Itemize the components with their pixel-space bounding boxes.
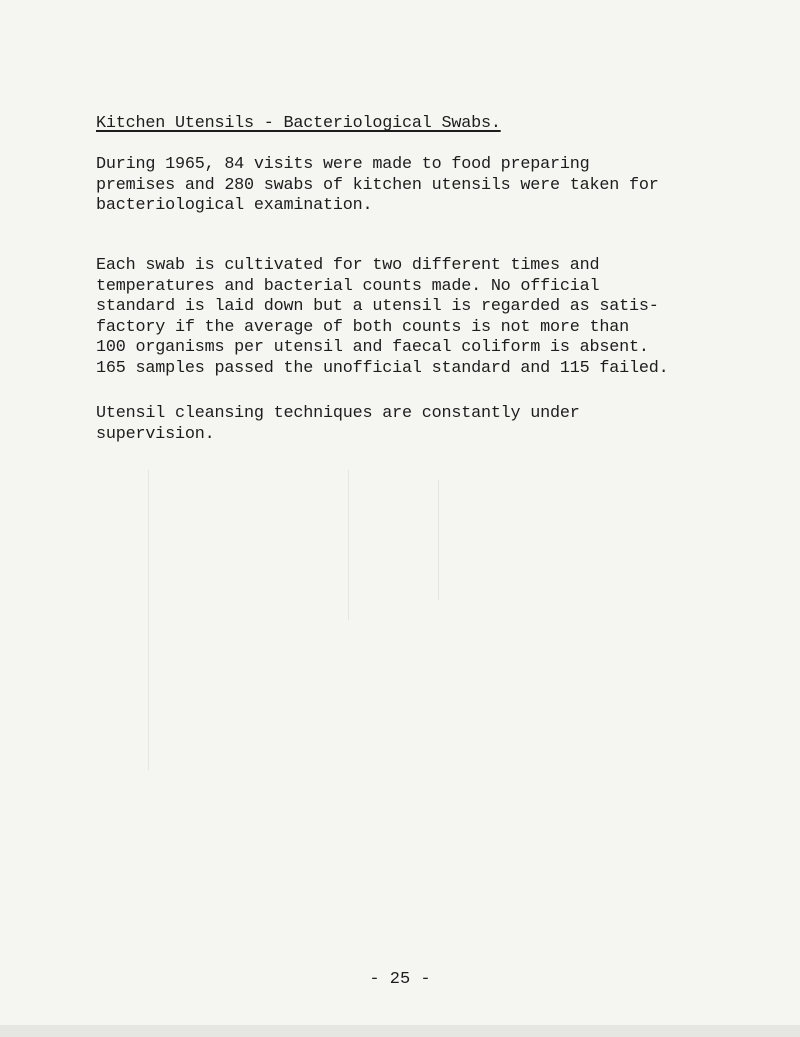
- text-line: bacteriological examination.: [96, 196, 373, 216]
- show-through-line: [348, 470, 349, 620]
- text-line: 165 samples passed the unofficial standard and 115 failed.: [96, 358, 669, 378]
- text-line: Utensil cleansing techniques are constantly under: [96, 404, 580, 423]
- text-line: 100 organisms per utensil and faecal coliform is absent.: [96, 338, 649, 358]
- show-through-line: [438, 480, 439, 600]
- page-number: - 25 -: [369, 970, 431, 989]
- text-line: Each swab is cultivated for two different times and: [96, 256, 600, 275]
- section-heading: Kitchen Utensils - Bacteriological Swabs.: [96, 114, 501, 133]
- text-line: temperatures and bacterial counts made. No official: [96, 276, 600, 296]
- text-line: During 1965, 84 visits were made to food preparing: [96, 155, 590, 174]
- text-line: premises and 280 swabs of kitchen utensils were taken for: [96, 175, 659, 195]
- text-line: factory if the average of both counts is not more than: [96, 317, 630, 337]
- text-line: supervision.: [96, 424, 215, 444]
- paragraph-cultivation: [96, 256, 668, 380]
- paragraph-supervision: [96, 404, 580, 445]
- paragraph-visits: [96, 155, 659, 217]
- page-edge: [0, 1025, 800, 1037]
- text-line: standard is laid down but a utensil is regarded as satis-: [96, 297, 659, 317]
- show-through-line: [148, 470, 149, 770]
